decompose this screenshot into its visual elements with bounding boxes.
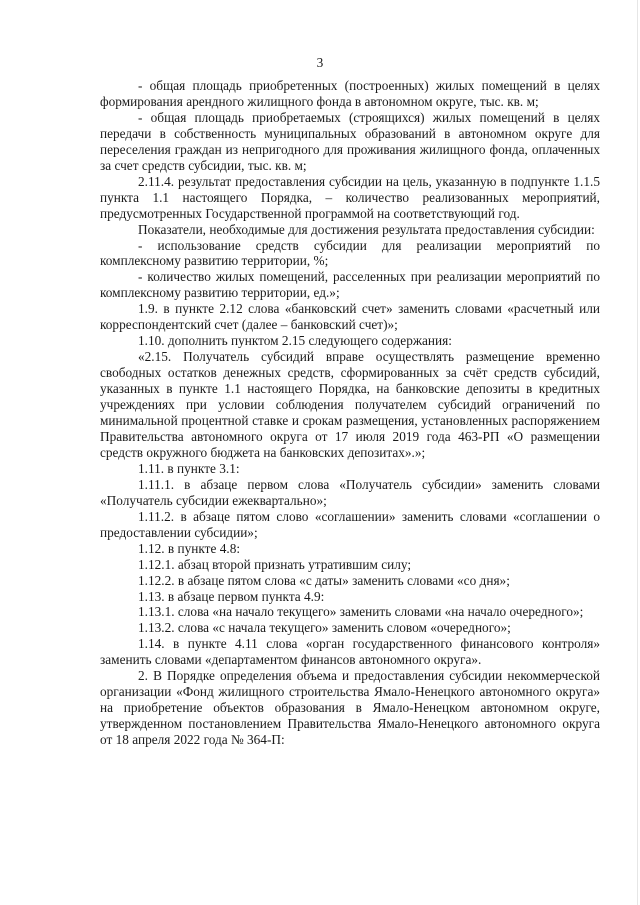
paragraph: - количество жилых помещений, расселенных при реализации мероприятий по комплексному развитию территории, ед.»;	[100, 269, 600, 301]
paragraph: 2. В Порядке определения объема и предоставления субсидии некоммерческой организации «Фонд жилищного строительства Ямало-Ненецкого автономного округа» на приобретение объектов образования в Ямало-Ненецком автономном округе, утвержденном постановлением Правительства Ямало-Ненецкого автономного округа от 18 апреля 2022 года № 364-П:	[100, 668, 600, 748]
paragraph: 1.14. в пункте 4.11 слова «орган государственного финансового контроля» заменить словами «департаментом финансов автономного округа».	[100, 636, 600, 668]
paragraph: 1.10. дополнить пунктом 2.15 следующего содержания:	[138, 333, 452, 349]
paragraph: 2.11.4. результат предоставления субсидии на цель, указанную в подпункте 1.1.5 пункта 1.1 настоящего Порядка, – количество реализованных мероприятий, предусмотренных Государственной программой на соответствующий год.	[100, 173, 600, 221]
paragraph: - общая площадь приобретаемых (строящихся) жилых помещений в целях передачи в собственность муниципальных образований в автономном округе для переселения граждан из непригодного для проживания жилищного фонда, оплаченных за счет средств субсидии, тыс. кв. м;	[100, 109, 600, 173]
paragraph: 1.13. в абзаце первом пункта 4.9:	[138, 588, 325, 604]
paragraph: 1.11.2. в абзаце пятом слово «соглашении» заменить словами «соглашении о предоставлении субсидии»;	[100, 508, 600, 540]
paragraph: - общая площадь приобретенных (построенных) жилых помещений в целях формирования арендного жилищного фонда в автономном округе, тыс. кв. м;	[100, 78, 600, 109]
paragraph: 1.11.1. в абзаце первом слова «Получатель субсидии» заменить словами «Получатель субсидии ежеквартально»;	[100, 476, 600, 508]
paragraph: 1.11. в пункте 3.1:	[138, 460, 240, 476]
paragraph: 1.13.2. слова «с начала текущего» заменить словом «очередного»;	[138, 620, 511, 636]
paragraph: «2.15. Получатель субсидий вправе осуществлять размещение временно свободных остатков денежных средств, сформированных за счёт средств субсидий, указанных в пункте 1.1 настоящего Порядка, на банковские депозиты в кредитных учреждениях при условии соблюдения получателем субсидий ограничений по минимальной процентной ставке и срокам размещения, установленных распоряжением Правительства автономного округа от 17 июля 2019 года 463-РП «О размещении средств окружного бюджета на банковских депозитах».»;	[100, 349, 600, 460]
paragraph: 1.9. в пункте 2.12 слова «банковский счет» заменить словами «расчетный или корреспондентский счет (далее – банковский счет)»;	[100, 301, 600, 333]
paragraph: 1.13.1. слова «на начало текущего» заменить словами «на начало очередного»;	[138, 604, 584, 620]
scan-edge-line	[637, 0, 638, 905]
paragraph: - использование средств субсидии для реализации мероприятий по комплексному развитию территории, %;	[100, 237, 600, 269]
document-body	[100, 78, 600, 748]
paragraph: Показатели, необходимые для достижения результата предоставления субсидии:	[138, 221, 595, 237]
paragraph: 1.12.1. абзац второй признать утратившим силу;	[138, 556, 412, 572]
paragraph: 1.12. в пункте 4.8:	[138, 540, 241, 556]
paragraph: 1.12.2. в абзаце пятом слова «с даты» заменить словами «со дня»;	[138, 572, 510, 588]
page-number: 3	[316, 55, 324, 70]
